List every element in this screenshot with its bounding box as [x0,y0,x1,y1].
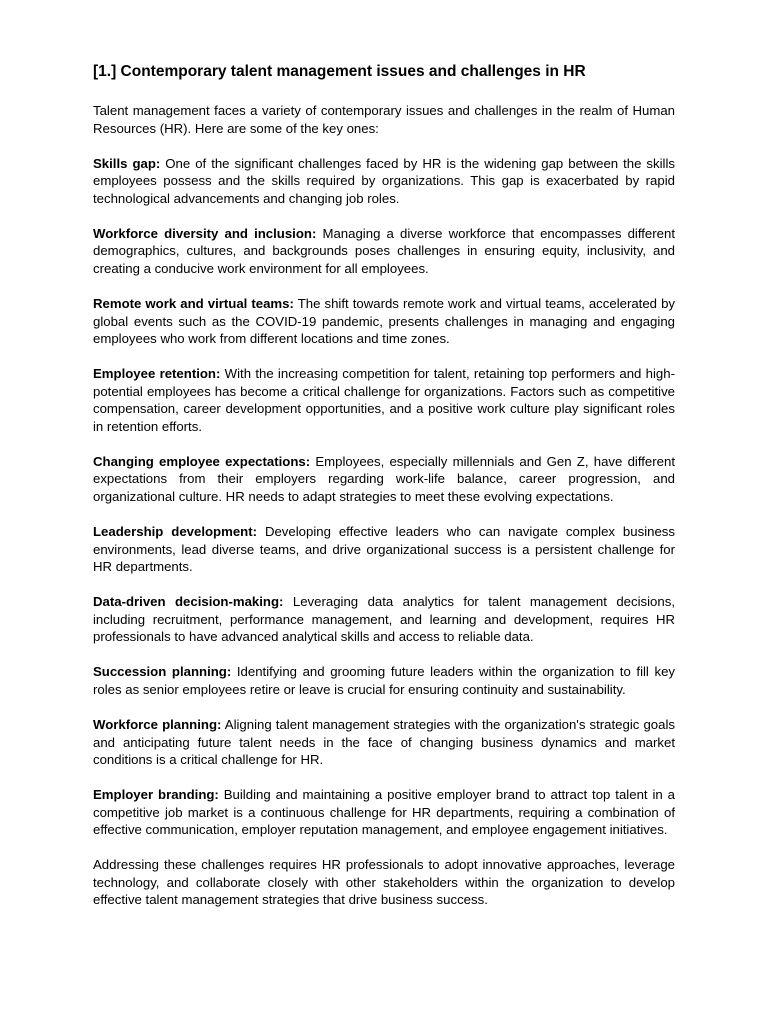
conclusion-paragraph: Addressing these challenges requires HR professionals to adopt innovative approaches, leverage technology, and collaborate closely with other stakeholders within the organization to develop effective talent management strategies that drive business success. [93,857,675,908]
challenge-term: Workforce diversity and inclusion: [93,225,317,241]
challenge-term: Succession planning: [93,664,232,680]
intro-paragraph: Talent management faces a variety of contemporary issues and challenges in the realm of Human Resources (HR). Here are some of the key ones: [93,103,675,136]
challenge-text: Developing effective leaders who can navigate complex business environments, lead diverse teams, and drive organizational success is a persistent challenge for HR departments. [93,524,675,575]
challenge-paragraph-workforce-planning [93,716,675,769]
challenge-paragraph-retention [93,365,675,435]
challenge-text: Building and maintaining a positive employer brand to attract top talent in a competitive job market is a continuous challenge for HR departments, requiring a combination of effective communication, employer reputation management, and employee engagement initiatives. [93,787,676,838]
challenge-text: Managing a diverse workforce that encompasses different demographics, cultures, and backgrounds poses challenges in ensuring equity, inclusivity, and creating a conducive work environment for all employees. [93,225,675,276]
challenge-text: One of the significant challenges faced by HR is the widening gap between the skills employees possess and the skills required by organizations. This gap is exacerbated by rapid technological advancements and changing job roles. [93,155,675,206]
challenge-text: Identifying and grooming future leaders within the organization to fill key roles as senior employees retire or leave is crucial for ensuring continuity and sustainability. [93,664,675,697]
challenge-term: Data-driven decision-making: [93,594,284,610]
challenge-term: Workforce planning: [93,716,222,732]
challenge-paragraph-expectations [93,453,675,506]
challenge-text: The shift towards remote work and virtual teams, accelerated by global events such as the COVID-19 pandemic, presents challenges in managing and engaging employees who work from different locations and time zones. [93,295,675,347]
challenge-term: Employer branding: [93,787,219,803]
challenge-paragraph-skills-gap [93,155,675,208]
challenge-term: Skills gap: [93,155,161,171]
challenge-text: Leveraging data analytics for talent management decisions, including recruitment, performance management, and learning and development, requires HR professionals to have advanced analytical skills and access to reliable data. [93,594,675,645]
challenge-paragraph-succession [93,663,675,698]
challenge-paragraph-remote-work [93,295,675,348]
challenge-term: Changing employee expectations: [93,453,311,469]
challenge-paragraph-employer-branding [93,786,675,839]
challenge-paragraph-data-driven [93,593,675,646]
challenge-text: Aligning talent management strategies with the organization's strategic goals and anticipating future talent needs in the face of changing business dynamics and market conditions is a critical challenge for HR. [93,716,675,768]
challenge-text: Employees, especially millennials and Gen Z, have different expectations from their employers regarding work-life balance, career progression, and organizational culture. HR needs to adapt strategies to meet these evolving expectations. [93,453,675,505]
challenge-paragraph-leadership [93,523,675,576]
challenge-paragraph-diversity [93,225,675,278]
document-title: [1.] Contemporary talent management issues and challenges in HR [93,63,586,80]
challenge-text: With the increasing competition for talent, retaining top performers and high-potential employees has become a critical challenge for organizations. Factors such as competitive compensation, career development opportunities, and a positive work culture play significant roles in retention efforts. [93,366,675,434]
challenge-term: Leadership development: [93,524,258,540]
document-page [93,62,675,926]
challenge-term: Remote work and virtual teams: [93,295,294,311]
challenge-term: Employee retention: [93,366,221,382]
